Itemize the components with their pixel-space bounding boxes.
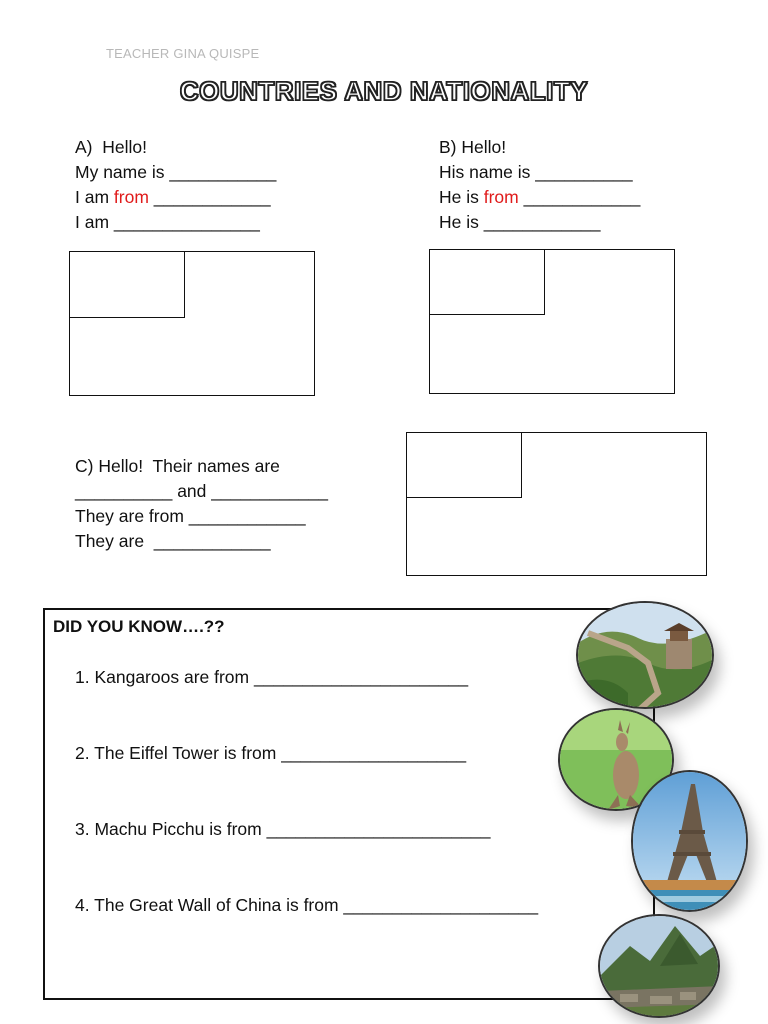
flag-box-b[interactable] — [429, 249, 545, 315]
section-b-text — [439, 135, 640, 235]
drawing-box-a[interactable] — [69, 251, 315, 396]
drawing-box-c[interactable] — [406, 432, 707, 576]
section-b-line3-blank: ____________ — [518, 187, 641, 207]
section-c-line1: C) Hello! Their names are — [75, 456, 280, 476]
eiffel-tower-photo — [631, 770, 748, 912]
section-c-line4: They are ____________ — [75, 531, 271, 551]
section-a-line3-pre: I am — [75, 187, 114, 207]
section-b-line1: B) Hello! — [439, 137, 507, 157]
section-a-from-highlight: from — [113, 187, 149, 207]
flag-box-c[interactable] — [406, 432, 522, 498]
drawing-box-b[interactable] — [429, 249, 675, 394]
question-1: 1. Kangaroos are from ______________________ — [75, 667, 469, 687]
section-b-line4: He is ____________ — [439, 212, 601, 232]
section-b-line2: His name is __________ — [439, 162, 633, 182]
question-4: 4. The Great Wall of China is from ____________________ — [75, 895, 539, 915]
section-a-line2: My name is ___________ — [75, 162, 277, 182]
machu-picchu-photo — [598, 914, 720, 1018]
did-you-know-title: DID YOU KNOW….?? — [53, 617, 225, 636]
section-a-line3-blank: ____________ — [148, 187, 271, 207]
question-3: 3. Machu Picchu is from _______________________ — [75, 819, 491, 839]
section-b-from-highlight: from — [483, 187, 519, 207]
section-c-text — [75, 454, 328, 554]
question-2: 2. The Eiffel Tower is from ___________________ — [75, 743, 467, 763]
section-b-line3 — [439, 185, 640, 210]
section-a-line1: A) Hello! — [75, 137, 147, 157]
page-title: COUNTRIES AND NATIONALITY — [179, 76, 589, 106]
section-c-line2: __________ and ____________ — [75, 481, 329, 501]
section-a-text — [75, 135, 276, 235]
flag-box-a[interactable] — [69, 251, 185, 318]
section-a-line3 — [75, 185, 276, 210]
section-c-line3: They are from ____________ — [75, 506, 306, 526]
teacher-name: TEACHER GINA QUISPE — [106, 46, 260, 61]
great-wall-photo — [576, 601, 714, 709]
section-a-line4: I am _______________ — [75, 212, 260, 232]
section-b-line3-pre: He is — [439, 187, 484, 207]
